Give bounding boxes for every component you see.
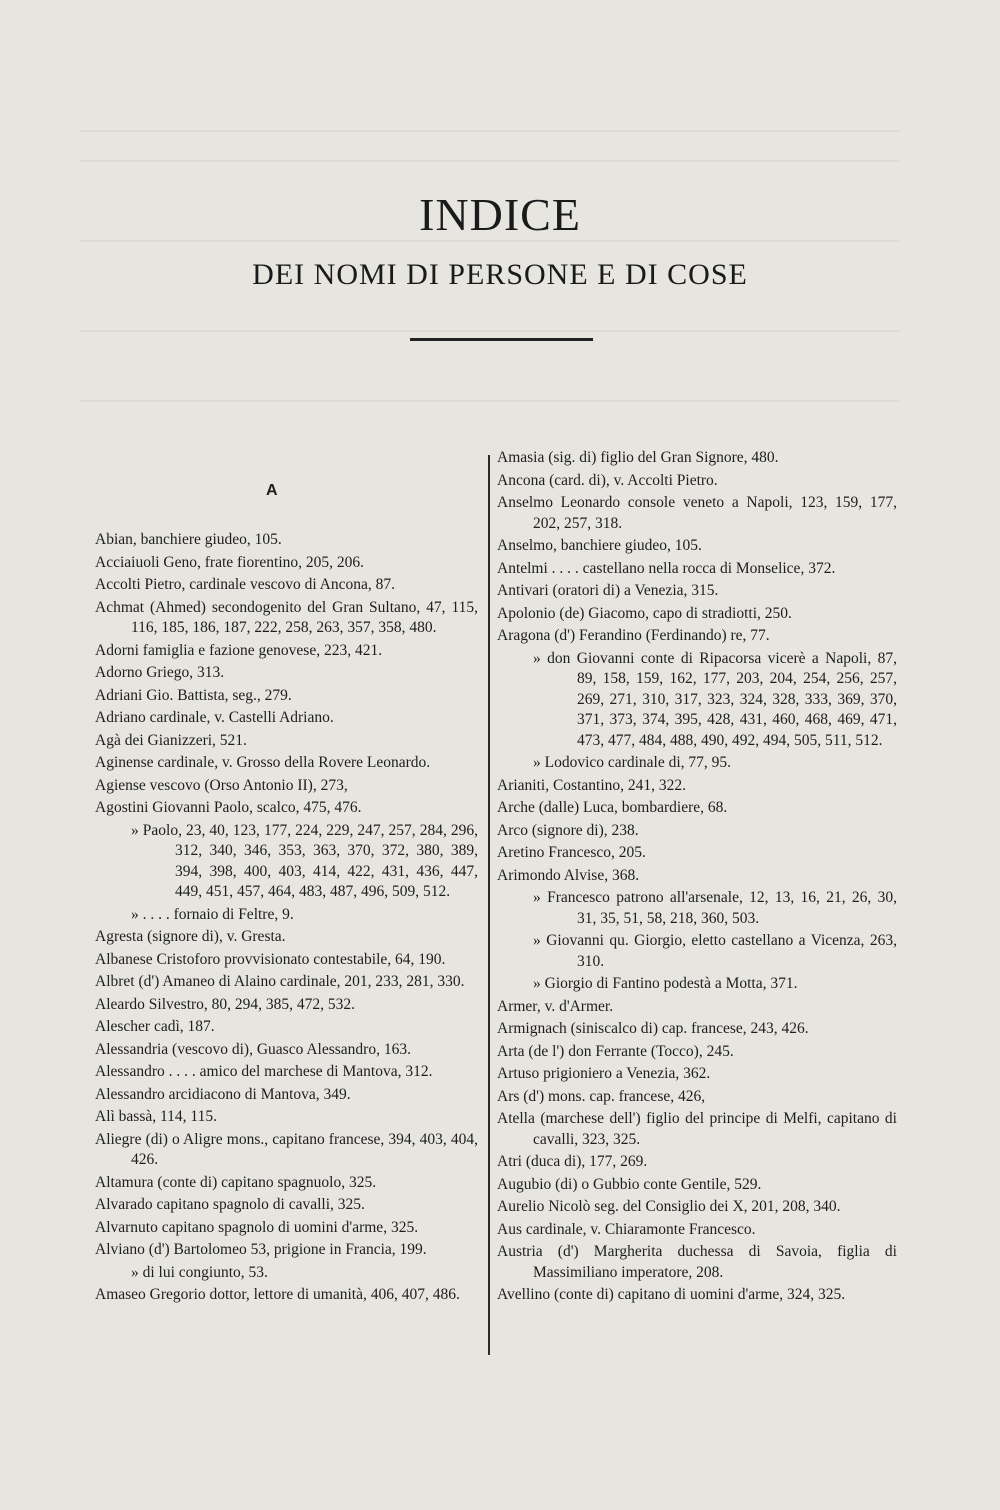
index-entry: » Francesco patrono all'arsenale, 12, 13, 16, 21, 26, 30, 31, 35, 51, 58, 218, 360, 503. bbox=[533, 889, 897, 927]
index-entry: Amaseo Gregorio dottor, lettore di umanità, 406, 407, 486. bbox=[95, 1286, 460, 1303]
column-divider bbox=[488, 455, 490, 1355]
index-entry: Ars (d') mons. cap. francese, 426, bbox=[497, 1087, 706, 1105]
index-entry: Agostini Giovanni Paolo, scalco, 475, 476. bbox=[95, 799, 362, 816]
index-entry: Achmat (Ahmed) secondogenito del Gran Sultano, 47, 115, 116, 185, 186, 187, 222, 258, 263, 357, 358, 480. bbox=[95, 598, 478, 636]
index-entry: Agiense vescovo (Orso Antonio II), 273, bbox=[95, 776, 348, 794]
index-entry: » Paolo, 23, 40, 123, 177, 224, 229, 247, 257, 284, 296, 312, 340, 346, 353, 363, 370, 372, 380, 389, 394, 398, 400, 403, 414, 422, 431, 436, 447, 449, 451, 457, 464, 483, 487, 496, 509, 512. bbox=[131, 821, 478, 900]
index-entry: Avellino (conte di) capitano di uomini d'arme, 324, 325. bbox=[497, 1286, 846, 1303]
index-entry: Aginense cardinale, v. Grosso della Rovere Leonardo. bbox=[95, 754, 431, 771]
index-entry: Augubio (di) o Gubbio conte Gentile, 529. bbox=[497, 1175, 762, 1193]
index-entry: Antivari (oratori di) a Venezia, 315. bbox=[497, 582, 719, 599]
index-entry: Aragona (d') Ferandino (Ferdinando) re, 77. bbox=[497, 627, 770, 644]
index-entry: » . . . . fornaio di Feltre, 9. bbox=[131, 905, 294, 923]
index-entry: Adriani Gio. Battista, seg., 279. bbox=[95, 686, 292, 704]
bleed-through-mark bbox=[80, 160, 900, 162]
index-entry: Arche (dalle) Luca, bombardiere, 68. bbox=[497, 799, 728, 816]
index-entry: Aretino Francesco, 205. bbox=[497, 844, 646, 861]
index-entry: Adriano cardinale, v. Castelli Adriano. bbox=[95, 709, 334, 726]
index-entry: Atri (duca di), 177, 269. bbox=[497, 1153, 648, 1170]
index-entry: » Giovanni qu. Giorgio, eletto castellano a Vicenza, 263, 310. bbox=[533, 932, 897, 970]
index-entry: Armignach (siniscalco di) cap. francese, 243, 426. bbox=[497, 1020, 809, 1037]
left-column bbox=[95, 530, 478, 1308]
index-entry: Alviano (d') Bartolomeo 53, prigione in Francia, 199. bbox=[95, 1241, 427, 1258]
index-entry: Alì bassà, 114, 115. bbox=[95, 1108, 217, 1125]
index-entry: Aurelio Nicolò seg. del Consiglio dei X, 201, 208, 340. bbox=[497, 1198, 841, 1215]
index-entry: Alessandro arcidiacono di Mantova, 349. bbox=[95, 1085, 351, 1103]
index-entry: Albret (d') Amaneo di Alaino cardinale, 201, 233, 281, 330. bbox=[95, 973, 465, 990]
index-entry: Artuso prigioniero a Venezia, 362. bbox=[497, 1065, 711, 1082]
index-entry: Amasia (sig. di) figlio del Gran Signore, 480. bbox=[497, 449, 779, 466]
index-entry: Arta (de l') don Ferrante (Tocco), 245. bbox=[497, 1042, 734, 1060]
index-entry: Atella (marchese dell') figlio del principe di Melfi, capitano di cavalli, 323, 325. bbox=[497, 1110, 897, 1148]
index-entry: Aliegre (di) o Aligre mons., capitano francese, 394, 403, 404, 426. bbox=[95, 1130, 478, 1168]
index-entry: » Giorgio di Fantino podestà a Motta, 371. bbox=[533, 975, 798, 992]
index-entry: Alescher cadì, 187. bbox=[95, 1018, 215, 1035]
index-entry: Arco (signore di), 238. bbox=[497, 821, 639, 839]
bleed-through-mark bbox=[80, 330, 900, 332]
title-rule bbox=[410, 338, 593, 341]
index-entry: Arimondo Alvise, 368. bbox=[497, 866, 640, 884]
index-entry: » di lui congiunto, 53. bbox=[131, 1263, 268, 1281]
index-entry: Acciaiuoli Geno, frate fiorentino, 205, 206. bbox=[95, 553, 365, 571]
index-entry: Abian, banchiere giudeo, 105. bbox=[95, 531, 282, 548]
index-entry: Ancona (card. di), v. Accolti Pietro. bbox=[497, 471, 718, 489]
index-entry: Adorni famiglia e fazione genovese, 223, 421. bbox=[95, 641, 383, 659]
right-column bbox=[497, 448, 897, 1308]
index-entry: » Lodovico cardinale di, 77, 95. bbox=[533, 754, 732, 771]
index-entry: Anselmo, banchiere giudeo, 105. bbox=[497, 537, 702, 554]
index-entry: » don Giovanni conte di Ripacorsa vicerè a Napoli, 87, 89, 158, 159, 162, 177, 203, 204, 254, 256, 257, 269, 271, 310, 317, 323, 324, 328, 333, 369, 370, 371, 373, 374, 395, 428, 431, 460, 468, 469, 471, 473, 477, 484, 488, 490, 492, 494, 505, 511, 512. bbox=[533, 649, 897, 749]
page-subtitle: DEI NOMI DI PERSONE E DI COSE bbox=[252, 258, 748, 291]
index-entry: Altamura (conte di) capitano spagnuolo, 325. bbox=[95, 1173, 377, 1191]
index-entry: Antelmi . . . . castellano nella rocca di Monselice, 372. bbox=[497, 559, 836, 577]
index-entry: Anselmo Leonardo console veneto a Napoli, 123, 159, 177, 202, 257, 318. bbox=[497, 494, 897, 532]
bleed-through-mark bbox=[80, 400, 900, 402]
index-entry: Armer, v. d'Armer. bbox=[497, 997, 614, 1015]
index-entry: Agà dei Gianizzeri, 521. bbox=[95, 731, 247, 749]
index-entry: Alvarado capitano spagnolo di cavalli, 325. bbox=[95, 1196, 365, 1213]
section-letter: A bbox=[266, 482, 278, 499]
index-entry: Agresta (signore di), v. Gresta. bbox=[95, 928, 286, 945]
index-entry: Adorno Griego, 313. bbox=[95, 664, 225, 681]
index-entry: Apolonio (de) Giacomo, capo di stradiotti, 250. bbox=[497, 604, 792, 622]
index-entry: Austria (d') Margherita duchessa di Savoia, figlia di Massimiliano imperatore, 208. bbox=[497, 1243, 897, 1281]
index-entry: Aus cardinale, v. Chiaramonte Francesco. bbox=[497, 1220, 756, 1238]
index-entry: Arianiti, Costantino, 241, 322. bbox=[497, 776, 687, 794]
index-entry: Alessandro . . . . amico del marchese di Mantova, 312. bbox=[95, 1063, 433, 1080]
index-entry: Alessandria (vescovo di), Guasco Alessandro, 163. bbox=[95, 1040, 411, 1058]
index-entry: Alvarnuto capitano spagnolo di uomini d'arme, 325. bbox=[95, 1218, 419, 1236]
index-entry: Aleardo Silvestro, 80, 294, 385, 472, 532. bbox=[95, 995, 356, 1013]
page-title: INDICE bbox=[419, 189, 581, 240]
bleed-through-mark bbox=[80, 130, 900, 132]
index-entry: Albanese Cristoforo provvisionato contestabile, 64, 190. bbox=[95, 950, 446, 968]
index-entry: Accolti Pietro, cardinale vescovo di Ancona, 87. bbox=[95, 576, 396, 593]
